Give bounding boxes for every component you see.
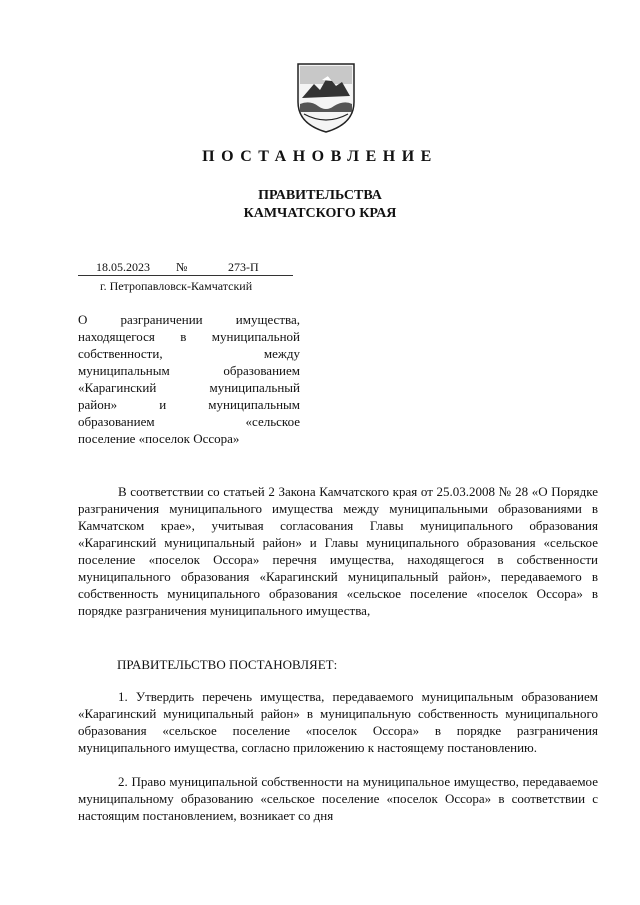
number-sign: № xyxy=(176,260,188,274)
subject-line: район» и муниципальным xyxy=(78,397,300,412)
subject-line: находящегося в муниципальной xyxy=(78,329,300,344)
document-date-number xyxy=(78,260,298,276)
subject-line: поселение «поселок Оссора» xyxy=(78,431,240,446)
document-number: 273-П xyxy=(228,260,259,274)
subject-line: собственности, между xyxy=(78,346,300,361)
document-city: г. Петропавловск-Камчатский xyxy=(100,279,253,293)
resolves-heading: ПРАВИТЕЛЬСТВО ПОСТАНОВЛЯЕТ: xyxy=(117,657,338,672)
document-date: 18.05.2023 xyxy=(96,260,150,274)
subject-line: «Карагинский муниципальный xyxy=(78,380,300,395)
subject-line: муниципальным образованием xyxy=(78,363,300,378)
government-line-2: КАМЧАТСКОГО КРАЯ xyxy=(243,206,397,221)
document-title: ПОСТАНОВЛЕНИЕ xyxy=(202,148,438,165)
preamble-paragraph: В соответствии со статьей 2 Закона Камчатского края от 25.03.2008 № 28 «О Порядке разграничения муниципального имущества между муниципальными образованиями в Камчатском крае», учитывая согласования Главы муниципального образования «Карагинский муниципальный район» и Главы муниципального образования «сельское поселение «поселок Оссора» перечня имущества, находящегося в собственности муниципального образования «Карагинский муниципальный район», передаваемого в собственность муниципального образования «сельское поселение «поселок Оссора» в порядке разграничения муниципального имущества, xyxy=(78,484,598,618)
document-subject xyxy=(78,311,300,447)
kamchatka-coat-of-arms-icon xyxy=(296,62,356,134)
item-2-paragraph: 2. Право муниципальной собственности на муниципальное имущество, передаваемое муниципальному образованию «сельское поселение «поселок Оссора» в соответствии с настоящим постановлением, возникает со дня xyxy=(78,774,598,823)
government-line-1: ПРАВИТЕЛЬСТВА xyxy=(258,188,382,203)
subject-line: О разграничении имущества, xyxy=(78,312,300,327)
item-1-paragraph: 1. Утвердить перечень имущества, передаваемого муниципальным образованием «Карагинский муниципальный район» в муниципальную собственность муниципального образования «сельское поселение «поселок Оссора» в порядке разграничения муниципального имущества, согласно приложению к настоящему постановлению. xyxy=(78,689,598,755)
subject-line: образованием «сельское xyxy=(78,414,300,429)
date-underline xyxy=(78,275,293,276)
